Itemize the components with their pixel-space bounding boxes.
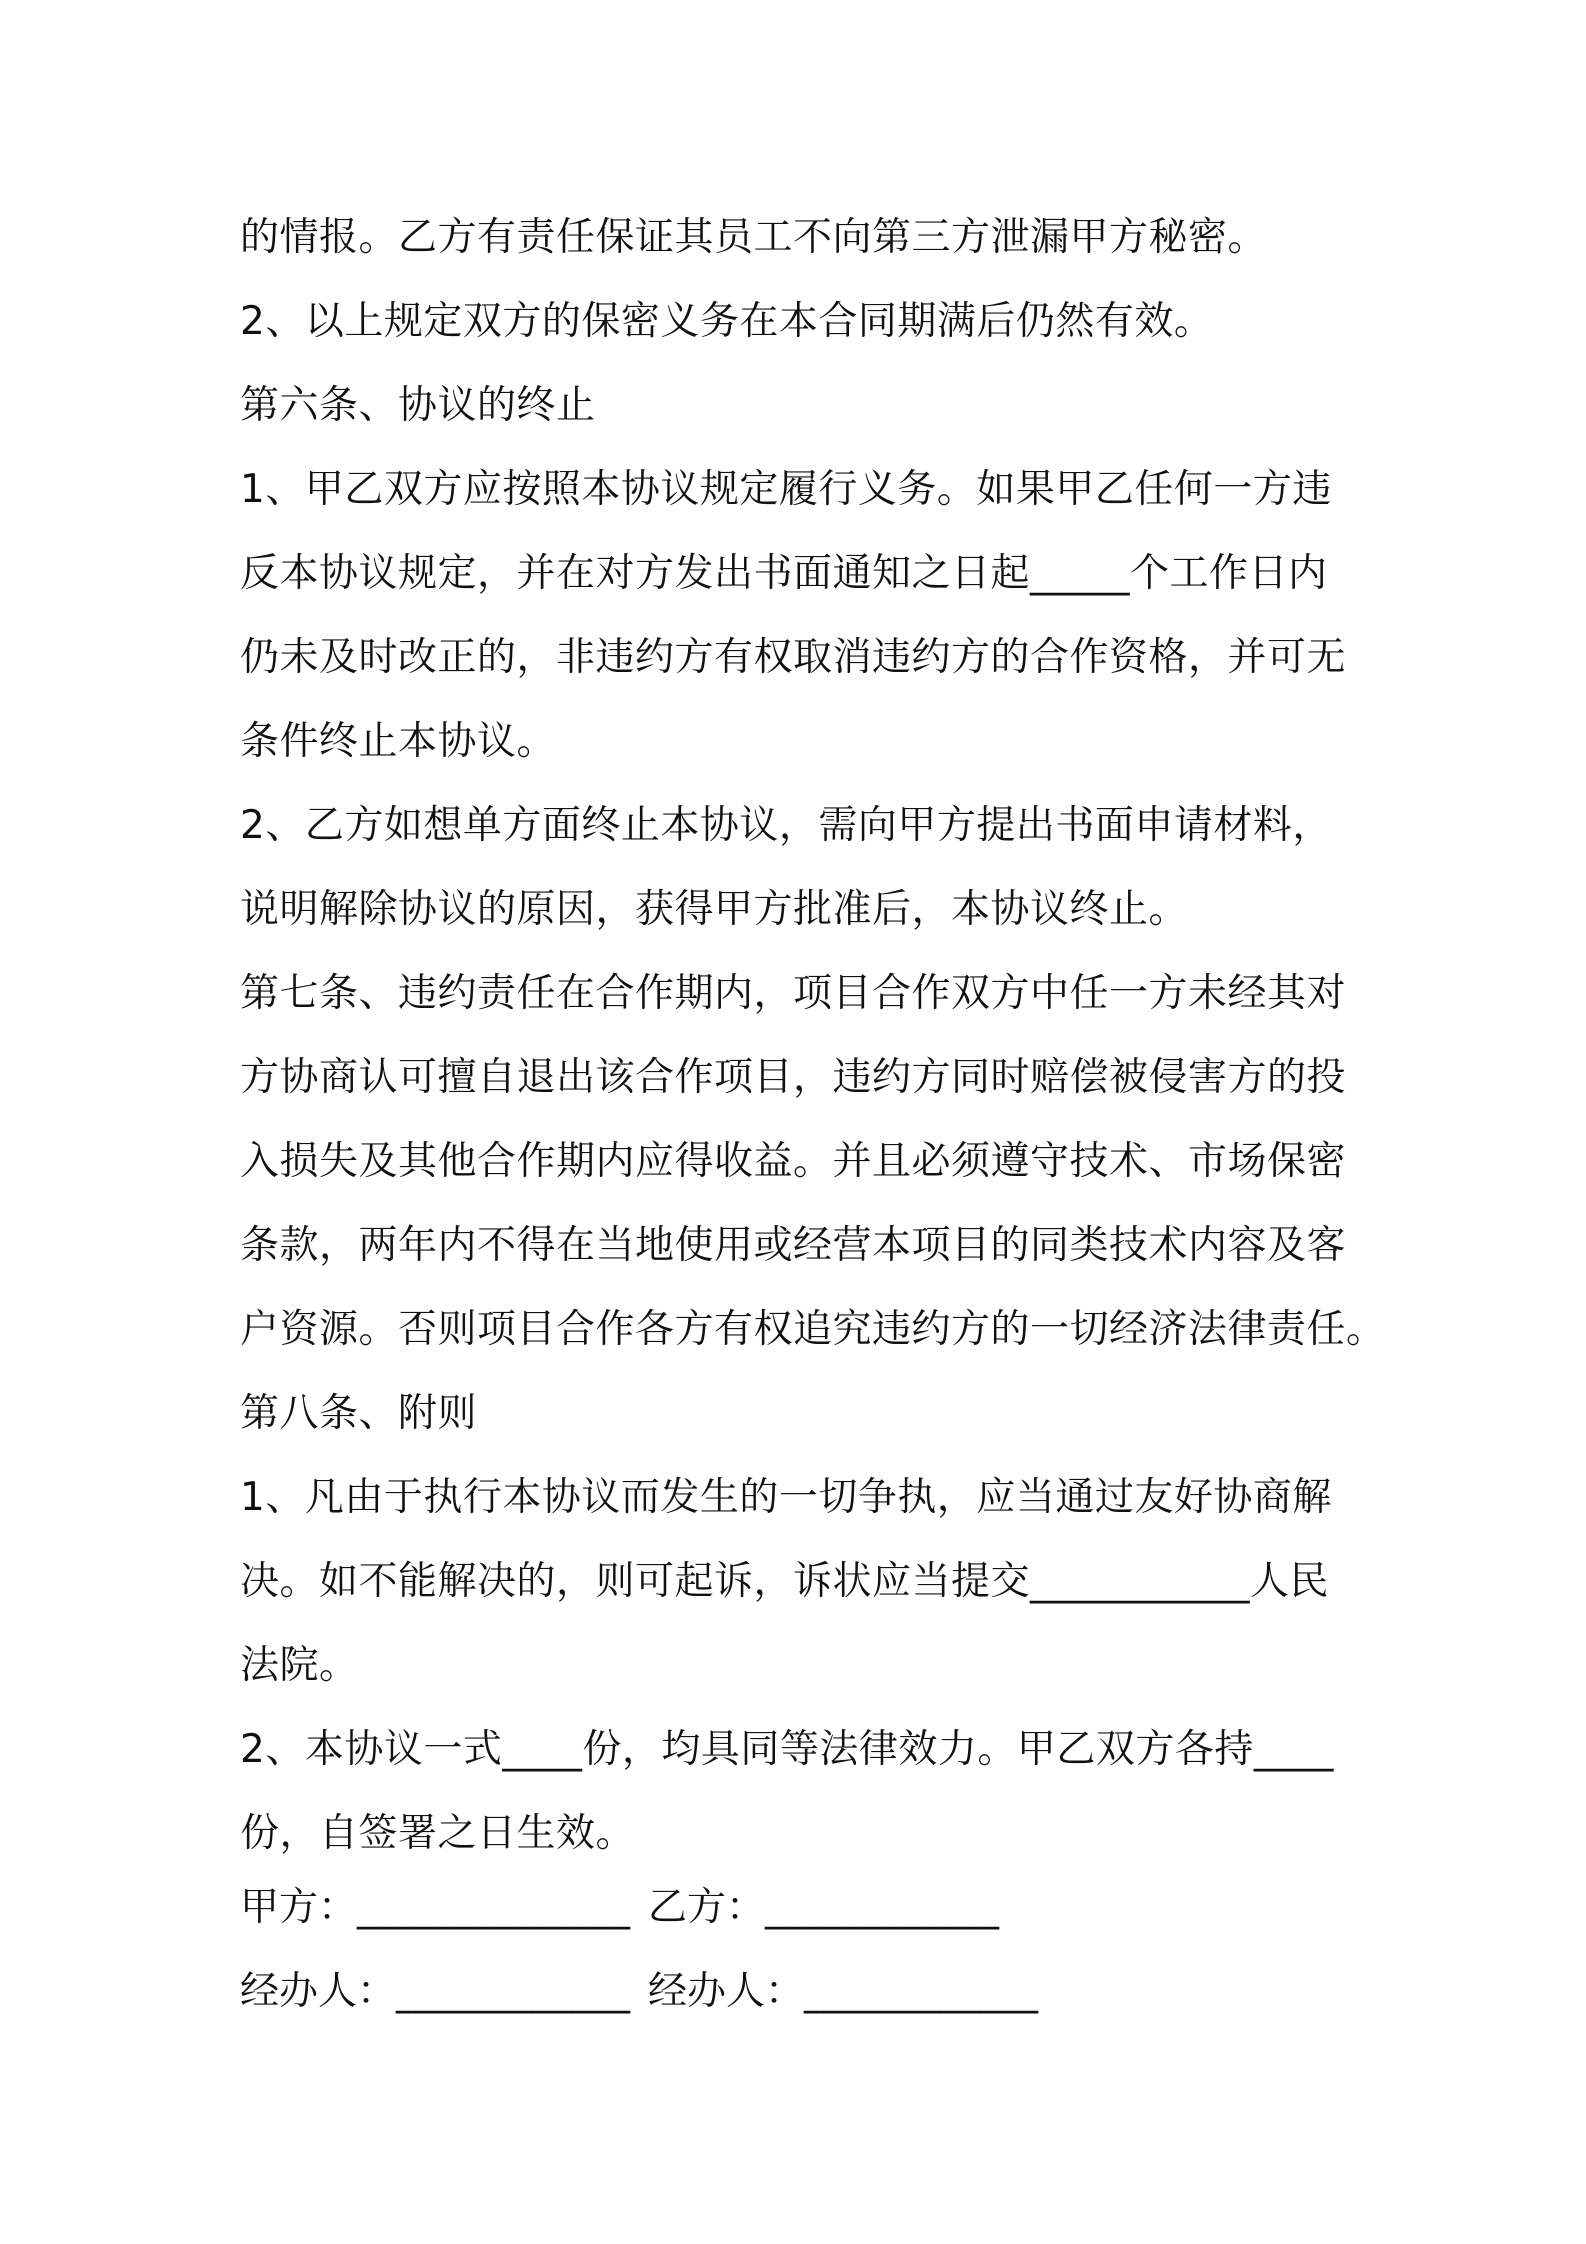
section-heading: 第七条、违约责任在合作期内，项目合作双方中任一方未经其对: [240, 971, 1347, 1016]
agent-a-label: 经办人：: [240, 1969, 397, 2014]
agent-signature-row: [240, 1950, 1380, 2034]
body-line: 的情报。乙方有责任保证其员工不向第三方泄漏甲方秘密。: [240, 215, 1268, 260]
signature-block: [240, 1866, 1380, 2034]
contract-body: [240, 196, 1386, 1876]
section-heading: 第六条、协议的终止: [240, 383, 596, 428]
body-line: 说明解除协议的原因，获得甲方批准后，本协议终止。: [240, 887, 1189, 932]
body-line: 2、乙方如想单方面终止本协议，需向甲方提出书面申请材料，: [240, 803, 1332, 848]
body-line: 决。如不能解决的，则可起诉，诉状应当提交___________人民: [240, 1559, 1330, 1604]
body-line: 1、凡由于执行本协议而发生的一切争执，应当通过友好协商解: [240, 1475, 1332, 1520]
body-line: 反本协议规定，并在对方发出书面通知之日起_____个工作日内: [240, 551, 1328, 596]
body-line: 1、甲乙双方应按照本协议规定履行义务。如果甲乙任何一方违: [240, 467, 1332, 512]
body-line: 入损失及其他合作期内应得收益。并且必须遵守技术、市场保密: [240, 1139, 1347, 1184]
party-a-label: 甲方：: [240, 1885, 358, 1930]
body-line: 条件终止本协议。: [240, 719, 557, 764]
agent-a-blank: ____________: [396, 1969, 631, 2014]
body-line: 法院。: [240, 1643, 359, 1688]
party-signature-row: [240, 1866, 1380, 1950]
body-line: 2、本协议一式____份，均具同等法律效力。甲乙双方各持____: [240, 1727, 1334, 1772]
section-heading: 第八条、附则: [240, 1391, 478, 1436]
body-line: 方协商认可擅自退出该合作项目，违约方同时赔偿被侵害方的投: [240, 1055, 1347, 1100]
agent-b-label: 经办人：: [648, 1969, 805, 2014]
body-line: 份，自签署之日生效。: [240, 1811, 636, 1856]
body-line: 仍未及时改正的，非违约方有权取消违约方的合作资格，并可无: [240, 635, 1347, 680]
party-b-label: 乙方：: [648, 1885, 766, 1930]
body-line: 条款，两年内不得在当地使用或经营本项目的同类技术内容及客: [240, 1223, 1347, 1268]
agent-b-blank: ____________: [804, 1969, 1039, 2014]
party-a-blank: ______________: [357, 1885, 631, 1930]
body-line: 2、以上规定双方的保密义务在本合同期满后仍然有效。: [240, 299, 1214, 344]
body-line: 户资源。否则项目合作各方有权追究违约方的一切经济法律责任。: [240, 1307, 1386, 1352]
party-b-blank: ____________: [765, 1885, 1000, 1930]
